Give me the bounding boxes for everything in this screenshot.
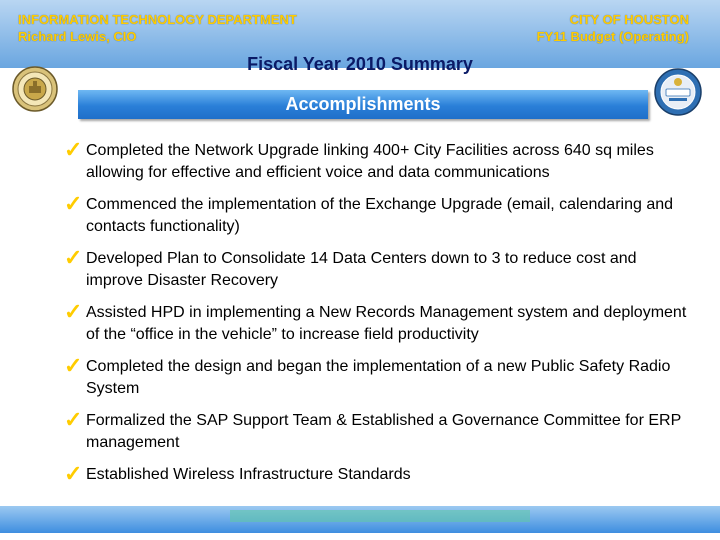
city-seal-icon — [12, 66, 58, 112]
department-name: INFORMATION TECHNOLOGY DEPARTMENT — [18, 12, 297, 27]
list-item — [64, 461, 694, 486]
budget-name: FY11 Budget (Operating) — [536, 29, 689, 44]
technology-seal-icon — [654, 68, 702, 116]
footer-stripe — [230, 510, 530, 522]
header-left — [18, 11, 297, 45]
list-item-text: Developed Plan to Consolidate 14 Data Centers down to 3 to reduce cost and improve Disaster Recovery — [86, 250, 637, 289]
check-icon: ✓ — [64, 299, 83, 324]
accomplishments-list — [64, 137, 694, 496]
list-item-text: Established Wireless Infrastructure Standards — [86, 466, 411, 483]
slide-title: Fiscal Year 2010 Summary — [247, 54, 473, 74]
list-item-text: Completed the Network Upgrade linking 400+ City Facilities across 640 sq miles allowing for effective and efficient voice and data communications — [86, 142, 654, 181]
list-item — [64, 299, 694, 346]
check-icon: ✓ — [64, 245, 83, 270]
check-icon: ✓ — [64, 191, 83, 216]
check-icon: ✓ — [64, 461, 83, 486]
list-item — [64, 407, 694, 454]
header-right — [537, 11, 689, 45]
check-icon: ✓ — [64, 353, 83, 378]
list-item-text: Completed the design and began the implementation of a new Public Safety Radio System — [86, 358, 671, 397]
list-item — [64, 353, 694, 400]
list-item — [64, 245, 694, 292]
city-name: CITY OF HOUSTON — [569, 12, 689, 27]
list-item-text: Formalized the SAP Support Team & Established a Governance Committee for ERP management — [86, 412, 681, 451]
accomplishments-label: Accomplishments — [285, 94, 441, 114]
accomplishments-bar — [78, 90, 648, 119]
list-item-text: Commenced the implementation of the Exchange Upgrade (email, calendaring and contacts functionality) — [86, 196, 674, 235]
list-item — [64, 137, 694, 184]
list-item-text: Assisted HPD in implementing a New Records Management system and deployment of the “office in the vehicle” to increase field productivity — [86, 304, 687, 343]
list-item — [64, 191, 694, 238]
cio-name: Richard Lewis, CIO — [18, 29, 137, 44]
check-icon: ✓ — [64, 407, 83, 432]
check-icon: ✓ — [64, 137, 83, 162]
